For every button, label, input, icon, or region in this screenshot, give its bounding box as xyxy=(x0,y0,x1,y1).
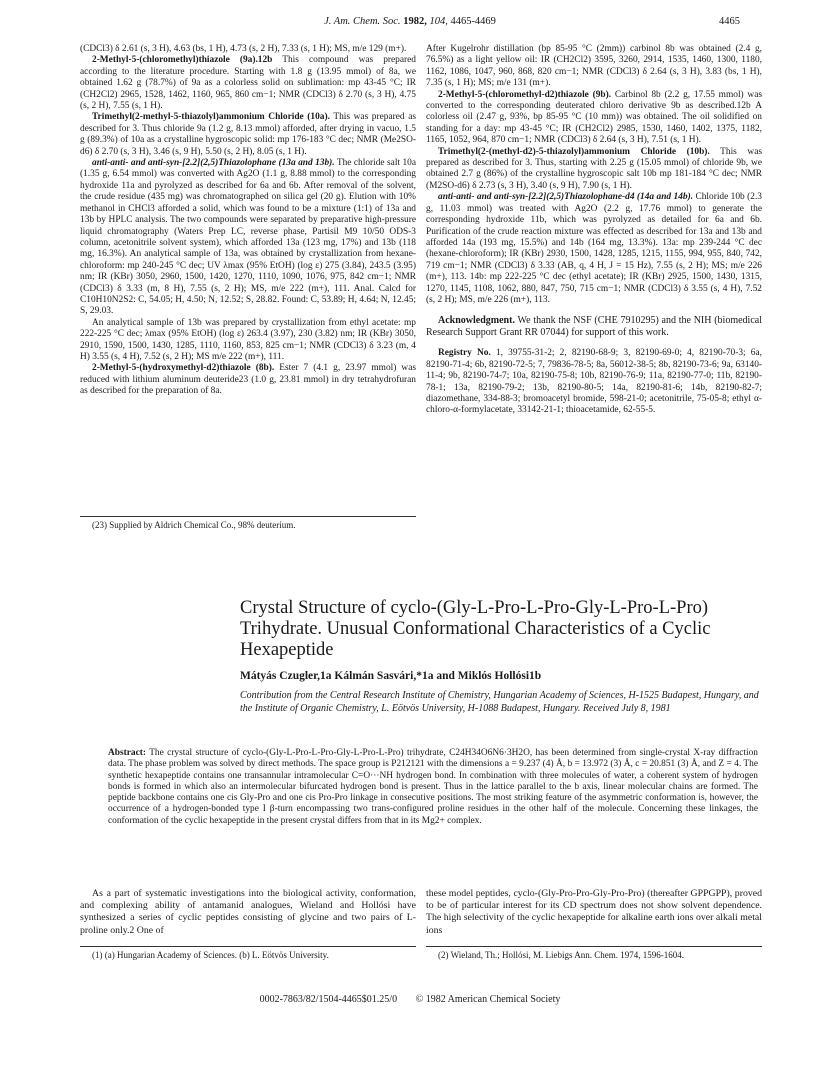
left-column xyxy=(80,44,416,398)
acknowledgment-label: Acknowledgment. xyxy=(438,315,515,327)
compound-title-14a-14b: anti-anti- and anti-syn-[2.2](2,5)Thiazolophane-d4 (14a and 14b). xyxy=(438,192,694,203)
journal-name: J. Am. Chem. Soc. xyxy=(324,16,401,27)
journal-pages: 4465-4469 xyxy=(450,16,496,27)
journal-year: 1982, xyxy=(403,16,427,27)
acknowledgment xyxy=(426,315,762,339)
right-paragraph-4 xyxy=(426,192,762,306)
registry-label: Registry No. xyxy=(438,348,491,359)
compound-title-13a-13b: anti-anti- and anti-syn-[2.2](2,5)Thiazolophane (13a and 13b). xyxy=(92,158,335,169)
publisher-line xyxy=(80,994,740,1005)
running-head xyxy=(80,16,740,30)
journal-volume: 104, xyxy=(429,16,448,27)
footnote-1: (1) (a) Hungarian Academy of Sciences. (b) L. Eötvös University. xyxy=(92,950,329,960)
page-number: 4465 xyxy=(719,16,740,27)
compound-text-10b: This was prepared as described for 3. Thus, starting with 2.25 g (15.05 mmol) of chloride 9b, we obtained 2.7 g (86%) of the crystalline hygroscopic salt 10b mp 181-184 °C dec; NMR (M2SO-d6) δ 2.73 (s, 3 H), 3.40 (s, 9 H), 7.90 (s, 1 H). xyxy=(426,146,762,191)
article-title: Crystal Structure of cyclo-(Gly-L-Pro-L-Pro-Gly-L-Pro-L-Pro) Trihydrate. Unusual Conformational Characteristics of a Cyclic Hexapeptide xyxy=(240,598,711,660)
right-paragraph-3 xyxy=(426,147,762,193)
compound-title-9a: 2-Methyl-5-(chloromethyl)thiazole (9a).12b xyxy=(92,55,273,66)
footnote-23: (23) Supplied by Aldrich Chemical Co., 98% deuterium. xyxy=(92,520,296,530)
right-column xyxy=(426,44,762,417)
left-paragraph-3 xyxy=(80,112,416,158)
left-paragraph-4 xyxy=(80,158,416,318)
article-abstract xyxy=(108,748,758,827)
compound-text-9a: This compound was prepared according to the literature procedure. Starting with 1.8 g (13.95 mmol) of 8a, we obtained 1.62 g (78.7%) of 9a as a colorless solid on sublimation: mp 43-45 °C; IR (CH2Cl2) 2965, 1528, 1462, 1160, 965, 860 cm−1; NMR (CDCl3) δ 2.70 (s, 3 H), 4.75 (s, 2 H), 7.55 (s, 1 H). xyxy=(80,55,416,112)
article-affiliation: Contribution from the Central Research Institute of Chemistry, Hungarian Academy of Sciences, H-1525 Budapest, Hungary, and the Institute of Organic Chemistry, L. Eötvös University, H-1088 Budapest, Hungary. Received July 8, 1981 xyxy=(240,690,759,714)
registry-text: 1, 39755-31-2; 2, 82190-68-9; 3, 82190-69-0; 4, 82190-70-3; 6a, 82190-71-4; 6b, 82190-72-5; 7, 79836-78-5; 8a, 56012-38-5; 8b, 82190-73-6; 9a, 63140-11-4; 9b, 82190-74-7; 10a, 82190-75-8; 10b, 82190-76-9; 11a, 82190-77-0; 11b, 82190-78-1; 13a, 82190-79-2; 13b, 82190-80-5; 14a, 82190-81-6; 14b, 82190-82-7; diazomethane, 334-88-3; bromoacetyl bromide, 598-21-0; acetonitrile, 75-05-8; ethyl α-chloro-α-formylacetate, 33142-21-1; thioacetamide, 62-55-5. xyxy=(426,348,762,416)
footnote-divider-left xyxy=(80,946,416,947)
compound-title-10a: Trimethyl(2-methyl-5-thiazolyl)ammonium Chloride (10a). xyxy=(92,112,330,123)
compound-title-8b: 2-Methyl-5-(hydroxymethyl-d2)thiazole (8b). xyxy=(92,363,275,374)
abstract-label: Abstract: xyxy=(108,748,147,758)
compound-text-14a-14b: Chloride 10b (2.3 g, 11.03 mmol) was treated with Ag2O (2.2 g, 17.76 mmol) to generate the corresponding hydroxide 11b, which was pyrolyzed as detailed for 6a and 6b. Purification of the crude reaction mixture was effected as described for 13a and 13b and afforded 14a (193 mg, 15.5%) and 14b (164 mg, 13.3%). 13a: mp 239-244 °C dec (hexane-chloroform); IR (KBr) 2930, 1500, 1428, 1285, 1215, 1155, 994, 955, 840, 742, 719 cm−1; NMR (CDCl3) δ 3.33 (AB, q, 4 H, J = 15 Hz), 7.55 (s, 2 H); MS; m/e 226 (m+), 113. 14b: mp 222-225 °C dec (ethyl acetate); IR (KBr) 2925, 1500, 1430, 1315, 1270, 1145, 1108, 1062, 880, 847, 750, 715 cm−1; NMR (CDCl3) δ 3.55 (s, 4 H), 7.52 (s, 2 H); MS, m/e 226 (m+), 113. xyxy=(426,192,762,305)
left-paragraph-1: (CDCl3) δ 2.61 (s, 3 H), 4.63 (bs, 1 H), 4.73 (s, 2 H), 7.33 (s, 1 H); MS, m/e 129 (m+). xyxy=(80,44,407,54)
running-head-citation xyxy=(80,16,740,27)
left-paragraph-6 xyxy=(80,363,416,397)
compound-text-10a: This was prepared as described for 3. Thus chloride 9a (1.2 g, 8.13 mmol) afforded, after drying in vacuo, 1.5 g (89.3%) of 10a as a crystalline hygroscopic solid: mp 176-183 °C dec; NMR (Me2SO-d6) δ 2.70 (s, 3 H), 3.46 (s, 9 H), 5.50 (s, 2 H), 8.05 (s, 1 H). xyxy=(80,112,416,157)
copyright-notice: © 1982 American Chemical Society xyxy=(415,994,561,1005)
compound-title-10b: Trimethyl(2-(methyl-d2)-5-thiazolyl)ammonium Chloride (10b). xyxy=(438,146,710,157)
left-paragraph-5: An analytical sample of 13b was prepared by crystallization from ethyl acetate: mp 222-225 °C dec; λmax (95% EtOH) (log ε) 263.4 (3.97), 230 (3.82) nm; IR (KBr) 3050, 2910, 1590, 1500, 1430, 1285, 1110, 1160, 853, 825 cm−1; NMR (CDCl3) δ 3.23 (m, 4 H) 3.55 (s, 4 H), 7.52 (s, 2 H); MS m/e 222 (m+), 111. xyxy=(80,317,416,362)
compound-text-9b: Carbinol 8b (2.2 g, 17.55 mmol) was converted to the corresponding deuterated chloro derivative 9b as described.12b A colorless oil (2.47 g, 93%, bp 85-95 °C (10 mm)) was obtained. The oil solidified on standing for a day: mp 43-45 °C; IR (CH2Cl2) 2985, 1530, 1460, 1402, 1375, 1182, 1165, 1052, 964, 870 cm−1; NMR (CDCl3) δ 2.64 (s, 3 H), 7.51 (s, 1 H). xyxy=(426,89,763,146)
compound-text-13a-13b: The chloride salt 10a (1.35 g, 6.54 mmol) was converted with Ag2O (1.1 g, 8.88 mmol) to the corresponding hydroxide 11a and pyrolyzed as described for 6a and 6b. After removal of the solvent, the crude residue (435 mg) was chromatographed on silica gel (20 g). Elution with 10% methanol in CHCl3 afforded a solid, which was found to be a mixture (1:1) of 13a and 13b by HPLC analysis. The two compounds were separated by preparative high-pressure liquid chromatography (Waters Prep LC, reverse phase, Partisil M9 10/50 ODS-3 column, acetonitrile solvent system), which afforded 13a (123 mg, 17%) and 13b (118 mg, 16.3%). An analytical sample of 13a, was obtained by crystallization from hexane-chloroform: mp 240-245 °C dec; UV λmax (95% EtOH) (log ε) 275 (3.84), 243.5 (3.95) nm; IR (KBr) 3050, 2960, 1500, 1420, 1270, 1110, 1090, 1076, 975, 842 cm−1; NMR (CDCl3) δ 3.33 (m, 8 H), 7.55 (s, 2 H); MS, m/e 222 (m+), 111. Anal. Calcd for C10H10N2S2: C, 54.05; H, 4.50; N, 12.52; S, 28.82. Found: C, 53.89; H, 4.64; N, 12.45; S, 29.03. xyxy=(80,158,417,317)
intro-right-column xyxy=(426,888,762,937)
abstract-text: The crystal structure of cyclo-(Gly-L-Pro-L-Pro-Gly-L-Pro-L-Pro) trihydrate, C24H34O6N6·3H2O, has been determined from single-crystal X-ray diffraction data. The phase problem was solved by direct methods. The space group is P212121 with the dimensions a = 9.237 (4) Å, b = 13.972 (3) Å, c = 20.851 (3) Å, and Z = 4. The synthetic hexapeptide contains one transannular intramolecular C=O···NH hydrogen bond. In combination with three molecules of water, a coherent system of hydrogen bonds is formed in which also an intermolecular bifurcated hydrogen bond is present. Thus in the lattice parallel to the b axis, linear molecular chains are formed. The peptide backbone contains one cis Gly-Pro and one cis Pro-Pro linkage in consecutive positions. The most striking feature of the asymmetric conformation is, however, the occurrence of a hydrogen-bonded type I β-turn encompassing two trans-configured proline residues in the other half of the molecule. Concerning these linkages, the conformation of the cyclic hexapeptide in the present crystal differs from that in its Mg2+ complex. xyxy=(108,748,758,826)
right-paragraph-2 xyxy=(426,90,762,147)
article-authors: Mátyás Czugler,1a Kálmán Sasvári,*1a and Miklós Hollósi1b xyxy=(240,670,542,682)
right-paragraph-1: After Kugelrohr distillation (bp 85-95 °C (2mm)) carbinol 8b was obtained (2.4 g, 76.5%) as a light yellow oil: IR (CH2Cl2) 3595, 3260, 2914, 1535, 1460, 1300, 1180, 1162, 1086, 1047, 960, 868, 820 cm−1; NMR (CDCl3) δ 2.64 (s, 3 H), 3.83 (bs, 1 H), 7.35 (s, 1 H); MS; m/e 131 (m+). xyxy=(426,44,762,89)
compound-title-9b: 2-Methyl-5-(chloromethyl-d2)thiazole (9b). xyxy=(438,89,612,100)
footnote-divider xyxy=(80,516,416,517)
footnote-divider-right xyxy=(426,946,762,947)
compound-text-8b: Ester 7 (4.1 g, 23.97 mmol) was reduced with lithium aluminum deuteride23 (1.0 g, 23.81 mmol) in dry tetrahydrofuran as described for the preparation of 8a. xyxy=(80,363,416,397)
registry-numbers xyxy=(426,348,762,416)
intro-right-text: these model peptides, cyclo-(Gly-Pro-Pro-Gly-Pro-Pro) (thereafter GPPGPP), proved to be of particular interest for its CD spectrum does not show solvent dependence. The high selectivity of the cyclic hexapeptide for alkaline earth ions over alkali metal ions xyxy=(426,888,762,936)
left-paragraph-2 xyxy=(80,55,416,112)
acknowledgment-text: We thank the NSF (CHE 7910295) and the NIH (biomedical Research Support Grant RR 07044) for support of this work. xyxy=(426,315,762,339)
article-code: 0002-7863/82/1504-4465$01.25/0 xyxy=(259,994,398,1005)
intro-left-column xyxy=(80,888,416,937)
intro-left-text: As a part of systematic investigations into the biological activity, conformation, and complexing ability of antamanid analogues, Wieland and Hollósi have synthesized a series of cyclic peptides consisting of glycine and two pairs of L-proline only.2 One of xyxy=(80,888,416,936)
footnote-2: (2) Wieland, Th.; Hollósi, M. Liebigs Ann. Chem. 1974, 1596-1604. xyxy=(438,950,685,960)
